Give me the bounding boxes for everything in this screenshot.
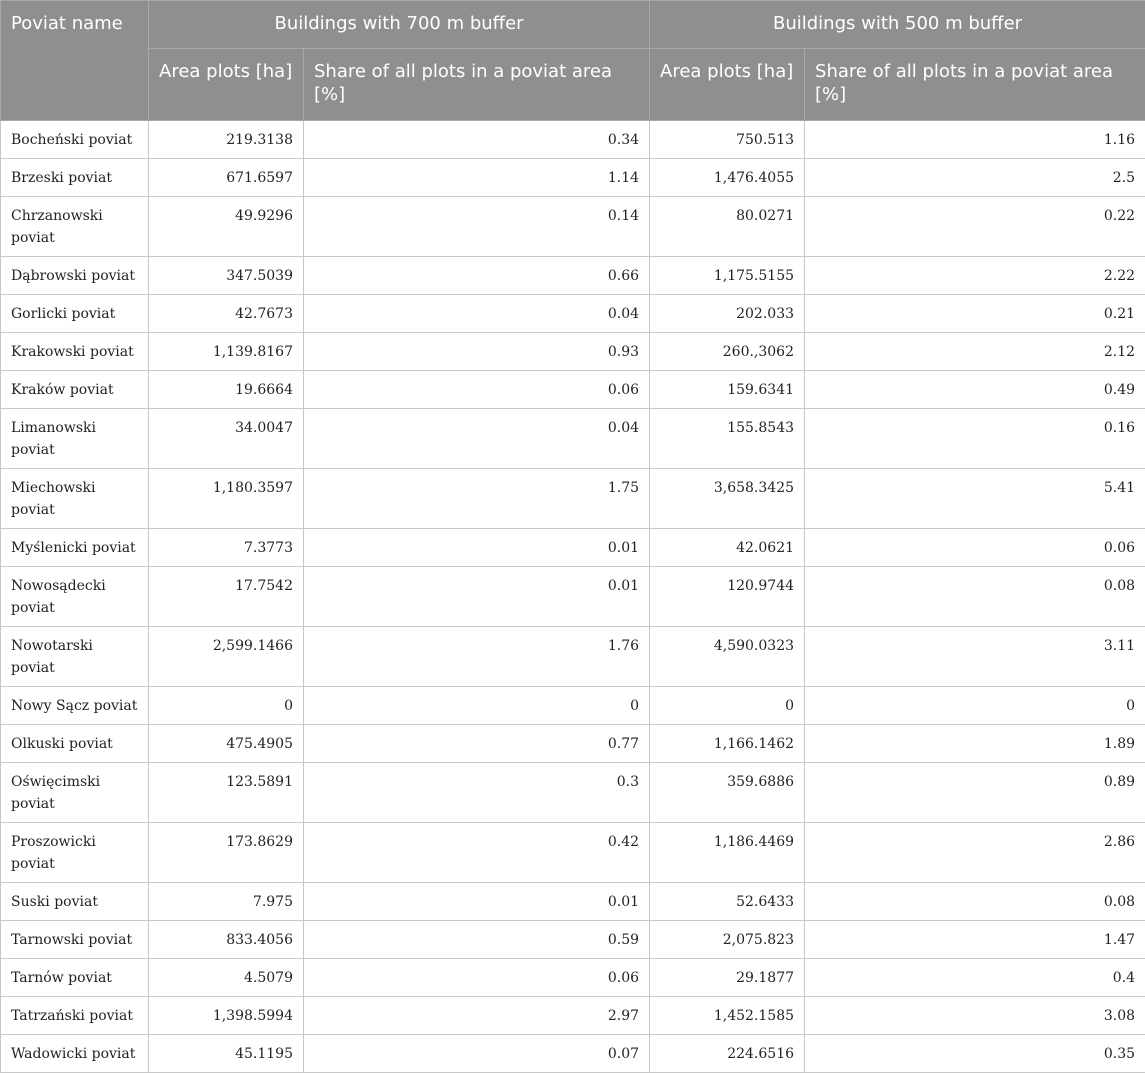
table-row [1, 257, 1145, 295]
cell-poviat-name: Dąbrowski poviat [1, 257, 149, 295]
cell-share-500: 0.35 [805, 1035, 1145, 1073]
cell-area-500: 359.6886 [650, 763, 805, 823]
cell-poviat-name: Tarnowski poviat [1, 921, 149, 959]
cell-area-700: 49.9296 [149, 197, 304, 257]
cell-poviat-name: Bocheński poviat [1, 121, 149, 159]
cell-area-500: 159.6341 [650, 371, 805, 409]
cell-area-700: 45.1195 [149, 1035, 304, 1073]
cell-area-500: 1,166.1462 [650, 725, 805, 763]
cell-share-500: 1.16 [805, 121, 1145, 159]
table-row [1, 725, 1145, 763]
cell-area-700: 123.5891 [149, 763, 304, 823]
cell-poviat-name: Tarnów poviat [1, 959, 149, 997]
cell-area-700: 671.6597 [149, 159, 304, 197]
cell-share-700: 1.14 [304, 159, 650, 197]
table-row [1, 409, 1145, 469]
cell-poviat-name: Tatrzański poviat [1, 997, 149, 1035]
table-row [1, 529, 1145, 567]
cell-poviat-name: Brzeski poviat [1, 159, 149, 197]
cell-share-700: 1.75 [304, 469, 650, 529]
cell-share-500: 2.12 [805, 333, 1145, 371]
cell-poviat-name: Nowotarski poviat [1, 627, 149, 687]
cell-share-500: 0.16 [805, 409, 1145, 469]
cell-share-700: 0.14 [304, 197, 650, 257]
cell-poviat-name: Kraków poviat [1, 371, 149, 409]
cell-poviat-name: Wadowicki poviat [1, 1035, 149, 1073]
cell-area-700: 19.6664 [149, 371, 304, 409]
cell-share-500: 1.47 [805, 921, 1145, 959]
table-row [1, 371, 1145, 409]
cell-area-700: 2,599.1466 [149, 627, 304, 687]
table-row [1, 159, 1145, 197]
cell-poviat-name: Nowy Sącz poviat [1, 687, 149, 725]
cell-area-700: 475.4905 [149, 725, 304, 763]
cell-area-500: 260.,3062 [650, 333, 805, 371]
cell-share-500: 0.08 [805, 567, 1145, 627]
cell-share-500: 0 [805, 687, 1145, 725]
cell-area-500: 224.6516 [650, 1035, 805, 1073]
table-header [1, 1, 1145, 121]
cell-poviat-name: Oświęcimski poviat [1, 763, 149, 823]
cell-share-700: 0.66 [304, 257, 650, 295]
cell-poviat-name: Nowosądecki poviat [1, 567, 149, 627]
cell-poviat-name: Myślenicki poviat [1, 529, 149, 567]
header-area-plots-500: Area plots [ha] [650, 49, 805, 121]
cell-share-500: 2.22 [805, 257, 1145, 295]
cell-area-500: 1,476.4055 [650, 159, 805, 197]
table-row [1, 921, 1145, 959]
table-row [1, 197, 1145, 257]
cell-share-500: 2.86 [805, 823, 1145, 883]
cell-area-700: 219.3138 [149, 121, 304, 159]
table-row [1, 121, 1145, 159]
table-row [1, 959, 1145, 997]
cell-share-700: 0.07 [304, 1035, 650, 1073]
cell-share-500: 0.89 [805, 763, 1145, 823]
table-row [1, 469, 1145, 529]
cell-share-700: 0.06 [304, 371, 650, 409]
cell-area-700: 0 [149, 687, 304, 725]
cell-area-500: 3,658.3425 [650, 469, 805, 529]
table-row [1, 883, 1145, 921]
cell-share-700: 0.77 [304, 725, 650, 763]
cell-share-500: 0.06 [805, 529, 1145, 567]
cell-poviat-name: Gorlicki poviat [1, 295, 149, 333]
table-row [1, 333, 1145, 371]
cell-area-700: 173.8629 [149, 823, 304, 883]
header-blank [1, 49, 149, 121]
cell-area-500: 4,590.0323 [650, 627, 805, 687]
cell-poviat-name: Olkuski poviat [1, 725, 149, 763]
cell-area-700: 7.3773 [149, 529, 304, 567]
table-row [1, 567, 1145, 627]
cell-share-700: 0.59 [304, 921, 650, 959]
cell-share-500: 0.21 [805, 295, 1145, 333]
cell-area-500: 120.9744 [650, 567, 805, 627]
table-row [1, 823, 1145, 883]
cell-poviat-name: Krakowski poviat [1, 333, 149, 371]
cell-poviat-name: Suski poviat [1, 883, 149, 921]
cell-poviat-name: Chrzanowski poviat [1, 197, 149, 257]
cell-area-700: 1,398.5994 [149, 997, 304, 1035]
cell-area-700: 42.7673 [149, 295, 304, 333]
cell-share-700: 0.01 [304, 529, 650, 567]
cell-share-700: 1.76 [304, 627, 650, 687]
cell-area-500: 1,452.1585 [650, 997, 805, 1035]
header-poviat-name: Poviat name [1, 1, 149, 49]
header-area-plots-700: Area plots [ha] [149, 49, 304, 121]
cell-area-500: 42.0621 [650, 529, 805, 567]
cell-share-700: 0 [304, 687, 650, 725]
cell-area-700: 833.4056 [149, 921, 304, 959]
table-row [1, 687, 1145, 725]
cell-share-700: 0.3 [304, 763, 650, 823]
table-row [1, 295, 1145, 333]
cell-share-700: 0.34 [304, 121, 650, 159]
cell-area-500: 52.6433 [650, 883, 805, 921]
cell-area-500: 0 [650, 687, 805, 725]
cell-share-700: 0.01 [304, 567, 650, 627]
header-group-500m: Buildings with 500 m buffer [650, 1, 1145, 49]
table-row [1, 763, 1145, 823]
cell-share-700: 0.01 [304, 883, 650, 921]
cell-share-700: 0.04 [304, 409, 650, 469]
header-group-700m: Buildings with 700 m buffer [149, 1, 650, 49]
cell-area-500: 1,175.5155 [650, 257, 805, 295]
table-row [1, 627, 1145, 687]
cell-area-700: 1,139.8167 [149, 333, 304, 371]
cell-area-700: 34.0047 [149, 409, 304, 469]
cell-poviat-name: Proszowicki poviat [1, 823, 149, 883]
cell-share-700: 0.06 [304, 959, 650, 997]
cell-area-500: 2,075.823 [650, 921, 805, 959]
cell-area-700: 4.5079 [149, 959, 304, 997]
cell-poviat-name: Limanowski poviat [1, 409, 149, 469]
table-row [1, 997, 1145, 1035]
cell-share-700: 0.42 [304, 823, 650, 883]
cell-area-700: 17.7542 [149, 567, 304, 627]
cell-area-700: 7.975 [149, 883, 304, 921]
cell-share-500: 5.41 [805, 469, 1145, 529]
cell-share-500: 0.08 [805, 883, 1145, 921]
cell-share-700: 2.97 [304, 997, 650, 1035]
cell-share-500: 0.49 [805, 371, 1145, 409]
cell-share-500: 0.22 [805, 197, 1145, 257]
cell-share-500: 3.11 [805, 627, 1145, 687]
cell-area-500: 80.0271 [650, 197, 805, 257]
cell-area-500: 1,186.4469 [650, 823, 805, 883]
cell-share-500: 3.08 [805, 997, 1145, 1035]
cell-share-500: 0.4 [805, 959, 1145, 997]
table-row [1, 1035, 1145, 1073]
cell-share-500: 1.89 [805, 725, 1145, 763]
cell-area-500: 202.033 [650, 295, 805, 333]
cell-area-500: 750.513 [650, 121, 805, 159]
cell-poviat-name: Miechowski poviat [1, 469, 149, 529]
header-share-500: Share of all plots in a poviat area [%] [805, 49, 1145, 121]
cell-area-500: 155.8543 [650, 409, 805, 469]
cell-area-700: 1,180.3597 [149, 469, 304, 529]
cell-area-700: 347.5039 [149, 257, 304, 295]
cell-share-700: 0.93 [304, 333, 650, 371]
table-body [1, 121, 1145, 1073]
cell-share-700: 0.04 [304, 295, 650, 333]
header-share-700: Share of all plots in a poviat area [%] [304, 49, 650, 121]
cell-share-500: 2.5 [805, 159, 1145, 197]
cell-area-500: 29.1877 [650, 959, 805, 997]
